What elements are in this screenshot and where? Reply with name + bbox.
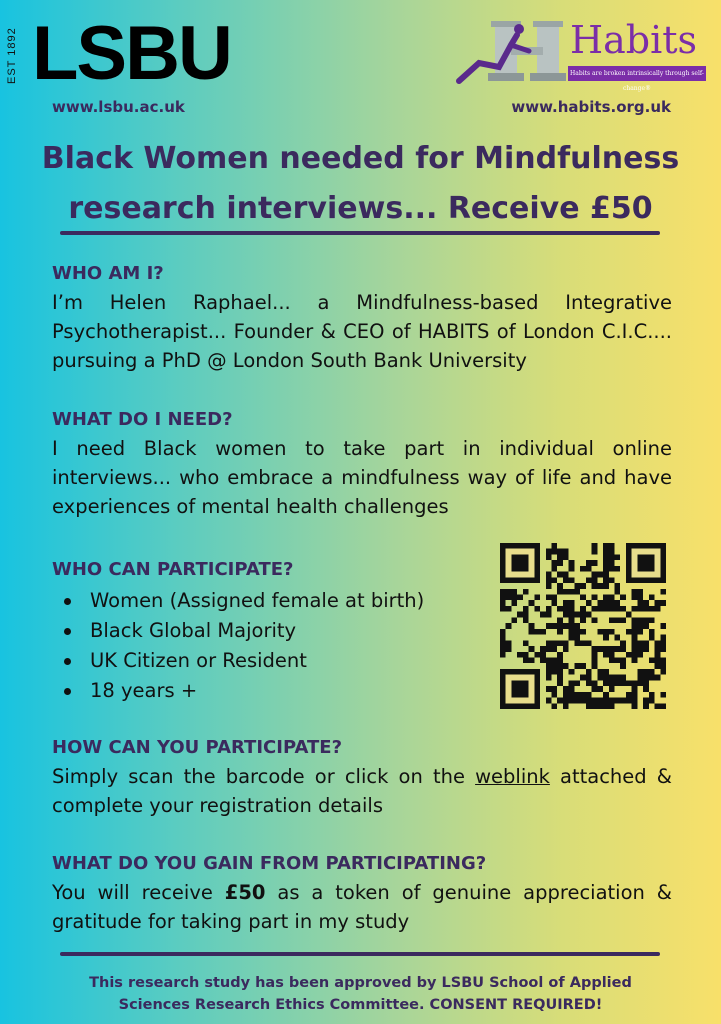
how-can-you-participate-text bbox=[52, 762, 672, 820]
headline-line2: research interviews... Receive £50 bbox=[68, 191, 653, 226]
divider-bottom bbox=[60, 952, 660, 956]
list-item: Black Global Majority bbox=[52, 616, 424, 646]
footer-line2: Sciences Research Ethics Committee. CONSENT REQUIRED! bbox=[118, 997, 603, 1013]
how-can-you-participate-heading: HOW CAN YOU PARTICIPATE? bbox=[52, 737, 343, 758]
headline bbox=[20, 134, 701, 234]
habits-tagline: Habits are broken intrinsically through self-change® bbox=[568, 66, 706, 81]
who-am-i-heading: WHO AM I? bbox=[52, 263, 164, 284]
what-do-i-need-heading: WHAT DO I NEED? bbox=[52, 409, 233, 430]
footer-line1: This research study has been approved by LSBU School of Applied bbox=[89, 975, 632, 991]
divider-top bbox=[60, 231, 660, 235]
list-item: Women (Assigned female at birth) bbox=[52, 586, 424, 616]
how-text-before: Simply scan the barcode or click on the bbox=[52, 765, 476, 788]
headline-line1: Black Women needed for Mindfulness bbox=[41, 141, 680, 176]
what-do-i-need-text: I need Black women to take part in individual online interviews... who embrace a mindfulness way of life and have experiences of mental health challenges bbox=[52, 437, 672, 518]
habits-url[interactable]: www.habits.org.uk bbox=[511, 98, 671, 116]
who-am-i-text: I’m Helen Raphael... a Mindfulness-based Integrative Psychotherapist... Founder & CEO of HABITS of London C.I.C.... pursuing a PhD @ London South Bank University bbox=[52, 291, 672, 372]
est-label: EST 1892 bbox=[6, 27, 18, 85]
lsbu-url[interactable]: www.lsbu.ac.uk bbox=[52, 98, 185, 116]
qr-code-icon[interactable] bbox=[500, 543, 666, 709]
list-item: UK Citizen or Resident bbox=[52, 646, 424, 676]
gain-text-before: You will receive bbox=[52, 881, 225, 904]
how-text-after: attached & complete your registration details bbox=[52, 765, 672, 817]
list-item: 18 years + bbox=[52, 676, 424, 706]
eligibility-list bbox=[52, 586, 424, 706]
what-do-you-gain-text bbox=[52, 878, 672, 936]
who-can-participate-heading: WHO CAN PARTICIPATE? bbox=[52, 559, 294, 580]
lsbu-logo: LSBU bbox=[32, 11, 231, 96]
weblink[interactable]: weblink bbox=[475, 765, 550, 788]
ethics-footer bbox=[40, 972, 681, 1016]
reward-amount: £50 bbox=[224, 881, 266, 904]
habits-logo-text: Habits bbox=[570, 18, 698, 62]
gain-text-after: as a token of genuine appreciation & gratitude for taking part in my study bbox=[52, 881, 672, 933]
what-do-you-gain-heading: WHAT DO YOU GAIN FROM PARTICIPATING? bbox=[52, 853, 487, 874]
